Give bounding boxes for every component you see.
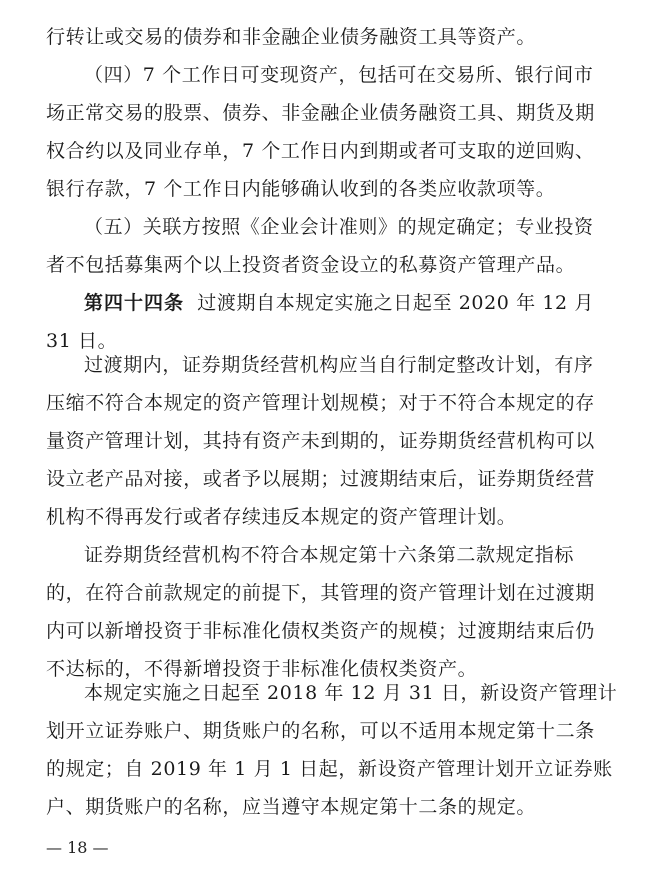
article-heading: 第四十四条 xyxy=(84,292,185,314)
text-line: 行转让或交易的债券和非金融企业债务融资工具等资产。 xyxy=(46,26,537,48)
text-line: （五）关联方按照《企业会计准则》的规定确定；专业投资 xyxy=(84,216,594,238)
text-line: 者不包括募集两个以上投资者资金设立的私募资产管理产品。 xyxy=(46,254,576,276)
text-line: 证券期货经营机构不符合本规定第十六条第二款规定指标 xyxy=(84,544,575,566)
text-line: 划开立证券账户、期货账户的名称，可以不适用本规定第十二条 xyxy=(46,720,595,742)
text-line: 31 日。 xyxy=(46,330,118,352)
text-line: 不达标的，不得新增投资于非标准化债权类资产。 xyxy=(46,658,478,680)
text-line: 户、期货账户的名称，应当遵守本规定第十二条的规定。 xyxy=(46,796,537,818)
text-line: 本规定实施之日起至 2018 年 12 月 31 日，新设资产管理计 xyxy=(84,682,618,704)
text-line: 的规定；自 2019 年 1 月 1 日起，新设资产管理计划开立证券账 xyxy=(46,758,613,780)
text-line: 场正常交易的股票、债券、非金融企业债务融资工具、期货及期 xyxy=(46,102,595,124)
text-line: 机构不得再发行或者存续违反本规定的资产管理计划。 xyxy=(46,506,517,528)
text-line: 设立老产品对接，或者予以展期；过渡期结束后，证券期货经营 xyxy=(46,468,595,490)
text-line: （四）7 个工作日可变现资产，包括可在交易所、银行间市 xyxy=(84,64,594,86)
page-number: — 18 — xyxy=(46,838,109,857)
text-line: 内可以新增投资于非标准化债权类资产的规模；过渡期结束后仍 xyxy=(46,620,595,642)
article-line-1 xyxy=(84,284,594,322)
text-line: 压缩不符合本规定的资产管理计划规模；对于不符合本规定的存 xyxy=(46,392,595,414)
article-text: 过渡期自本规定实施之日起至 2020 年 12 月 xyxy=(197,292,594,314)
text-line: 银行存款，7 个工作日内能够确认收到的各类应收款项等。 xyxy=(46,178,556,200)
text-line: 过渡期内，证券期货经营机构应当自行制定整改计划，有序 xyxy=(84,354,594,376)
text-line: 量资产管理计划，其持有资产未到期的，证券期货经营机构可以 xyxy=(46,430,595,452)
text-line: 的，在符合前款规定的前提下，其管理的资产管理计划在过渡期 xyxy=(46,582,595,604)
text-line: 权合约以及同业存单，7 个工作日内到期或者可支取的逆回购、 xyxy=(46,140,595,162)
